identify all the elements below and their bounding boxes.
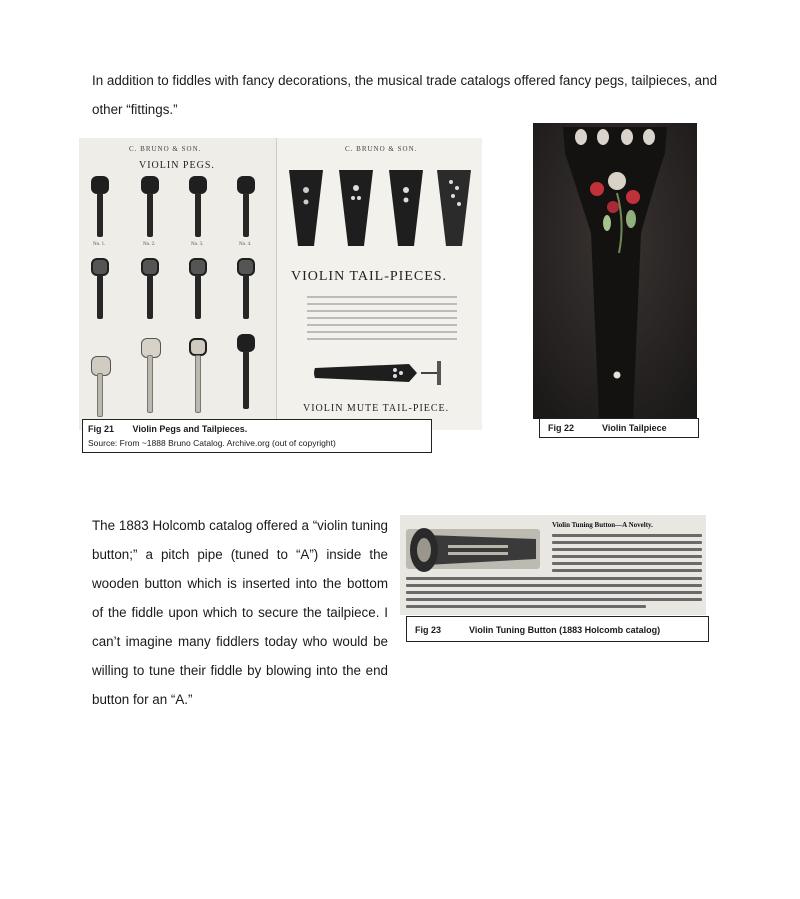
fig21-source: Source: From ~1888 Bruno Catalog. Archive.org (out of copyright) <box>88 438 336 448</box>
fig21-title: Violin Pegs and Tailpieces. <box>132 424 248 434</box>
intro-paragraph: In addition to fiddles with fancy decorations, the musical trade catalogs offered fancy pegs, tailpieces, and other “fittings.” <box>92 73 718 117</box>
fig23-label: Fig 23 <box>415 625 442 635</box>
tailpieces-title: VIOLIN TAIL-PIECES. <box>291 269 448 284</box>
fig23-title: Violin Tuning Button (1883 Holcomb catalog) <box>469 625 661 635</box>
mute-tailpiece-title: VIOLIN MUTE TAIL-PIECE. <box>303 403 450 414</box>
fig22-label: Fig 22 <box>548 423 575 433</box>
fig21-caption <box>82 419 432 453</box>
fig21-caption-title-line <box>88 424 247 434</box>
tuning-button-engraving <box>404 521 548 577</box>
fig23-ad-title: Violin Tuning Button—A Novelty. <box>552 521 653 529</box>
tailpiece-photo-drawing <box>533 123 697 419</box>
catalog-right-header: C. BRUNO & SON. <box>345 145 418 153</box>
fig22-tailpiece-photo <box>533 123 697 419</box>
fig21-catalog-image <box>79 138 482 430</box>
catalog-left-header: C. BRUNO & SON. <box>129 145 202 153</box>
fig23-ad-image <box>400 515 706 615</box>
fig23-caption <box>406 616 709 642</box>
mute-tailpiece-illustration <box>313 356 453 392</box>
fig22-title: Violin Tailpiece <box>602 423 667 433</box>
pegs-title: VIOLIN PEGS. <box>139 160 215 171</box>
catalog-page-tailpieces <box>276 138 482 430</box>
fig21-label: Fig 21 <box>88 424 115 434</box>
catalog-page-pegs: C. BRUNO & SON. VIOLIN PEGS. No. 1. No. 2. No. 3. No. 4. <box>79 138 276 430</box>
tailpiece-illustrations <box>283 168 479 250</box>
fig22-caption <box>539 418 699 438</box>
holcomb-paragraph: The 1883 Holcomb catalog offered a “violin tuning button;” a pitch pipe (tuned to “A”) inside the wooden button which is inserted into the bottom of the fiddle upon which to secure the tailpiece. I can’t imagine many fiddlers today who would be willing to tune their fiddle by blowing into the end button for an “A.” <box>92 518 388 707</box>
